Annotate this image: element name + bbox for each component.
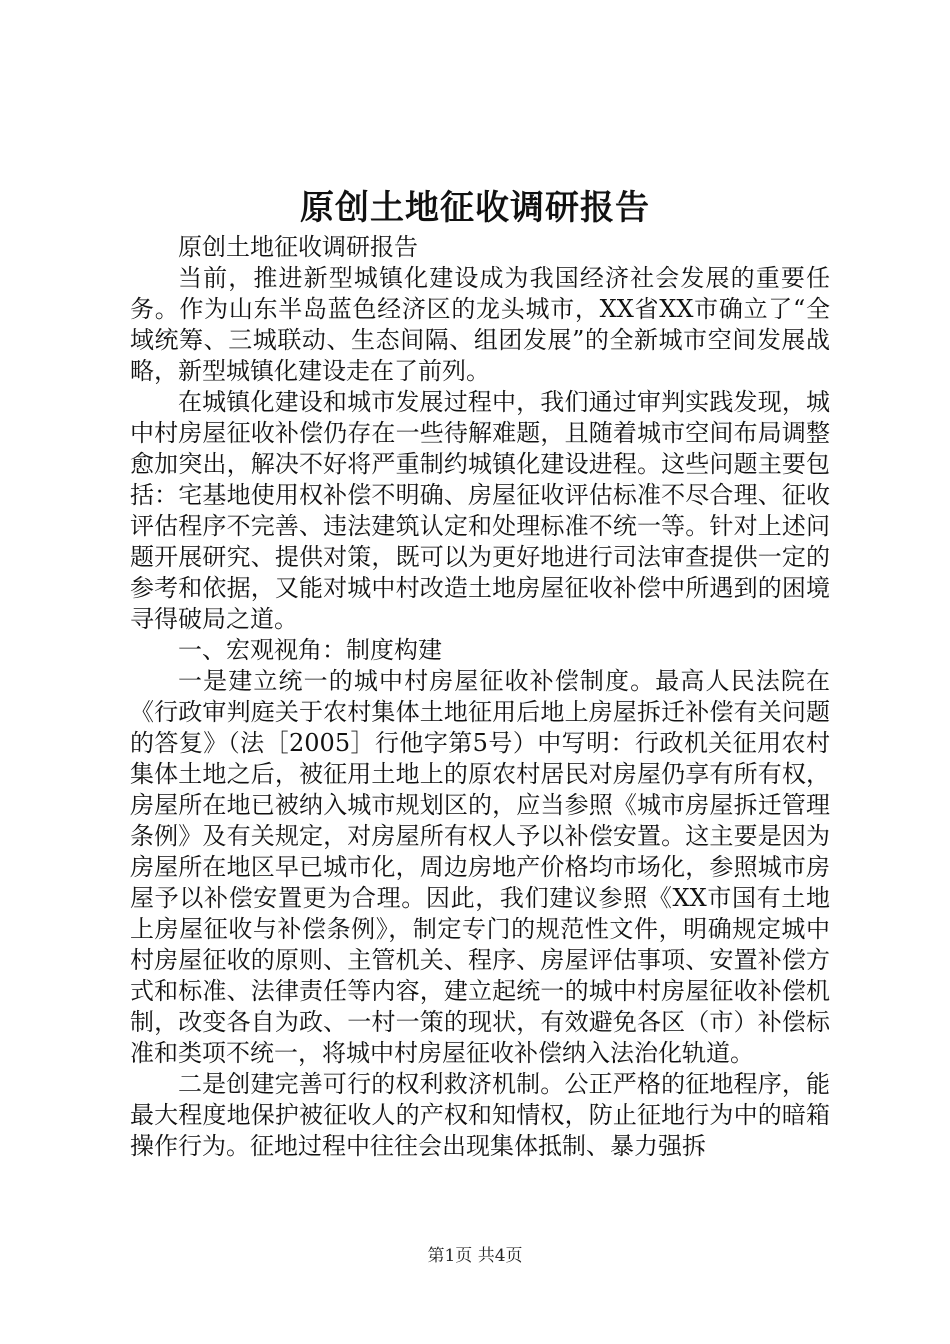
paragraph-point-two: 二是创建完善可行的权利救济机制。公正严格的征地程序，能最大程度地保护被征收人的产权和知情权，防止征地行为中的暗箱操作行为。征地过程中往往会出现集体抵制、暴力强拆 bbox=[130, 1070, 830, 1160]
page-footer: 第1页 共4页 bbox=[427, 1246, 523, 1266]
document-body bbox=[130, 232, 830, 1162]
paragraph-intro: 当前，推进新型城镇化建设成为我国经济社会发展的重要任务。作为山东半岛蓝色经济区的龙头城市，XX省XX市确立了“全域统筹、三城联动、生态间隔、组团发展”的全新城市空间发展战略，新型城镇化建设走在了前列。 bbox=[130, 264, 830, 385]
section-heading: 一、宏观视角：制度构建 bbox=[178, 636, 442, 664]
paragraph-subtitle: 原创土地征收调研报告 bbox=[178, 233, 418, 261]
paragraph-problems: 在城镇化建设和城市发展过程中，我们通过审判实践发现，城中村房屋征收补偿仍存在一些待解难题，且随着城市空间布局调整愈加突出，解决不好将严重制约城镇化建设进程。这些问题主要包括：宅基地使用权补偿不明确、房屋征收评估标准不尽合理、征收评估程序不完善、违法建筑认定和处理标准不统一等。针对上述问题开展研究、提供对策，既可以为更好地进行司法审查提供一定的参考和依据，又能对城中村改造土地房屋征收补偿中所遇到的困境寻得破局之道。 bbox=[130, 388, 830, 633]
document-title: 原创土地征收调研报告 bbox=[300, 188, 650, 228]
paragraph-point-one: 一是建立统一的城中村房屋征收补偿制度。最高人民法院在《行政审判庭关于农村集体土地征用后地上房屋拆迁补偿有关问题的答复》（法［2005］行他字第5号）中写明：行政机关征用农村集体土地之后，被征用土地上的原农村居民对房屋仍享有所有权，房屋所在地已被纳入城市规划区的，应当参照《城市房屋拆迁管理条例》及有关规定，对房屋所有权人予以补偿安置。这主要是因为房屋所在地区早已城市化，周边房地产价格均市场化，参照城市房屋予以补偿安置更为合理。因此，我们建议参照《XX市国有土地上房屋征收与补偿条例》，制定专门的规范性文件，明确规定城中村房屋征收的原则、主管机关、程序、房屋评估事项、安置补偿方式和标准、法律责任等内容，建立起统一的城中村房屋征收补偿机制，改变各自为政、一村一策的现状，有效避免各区（市）补偿标准和类项不统一，将城中村房屋征收补偿纳入法治化轨道。 bbox=[130, 667, 830, 1067]
